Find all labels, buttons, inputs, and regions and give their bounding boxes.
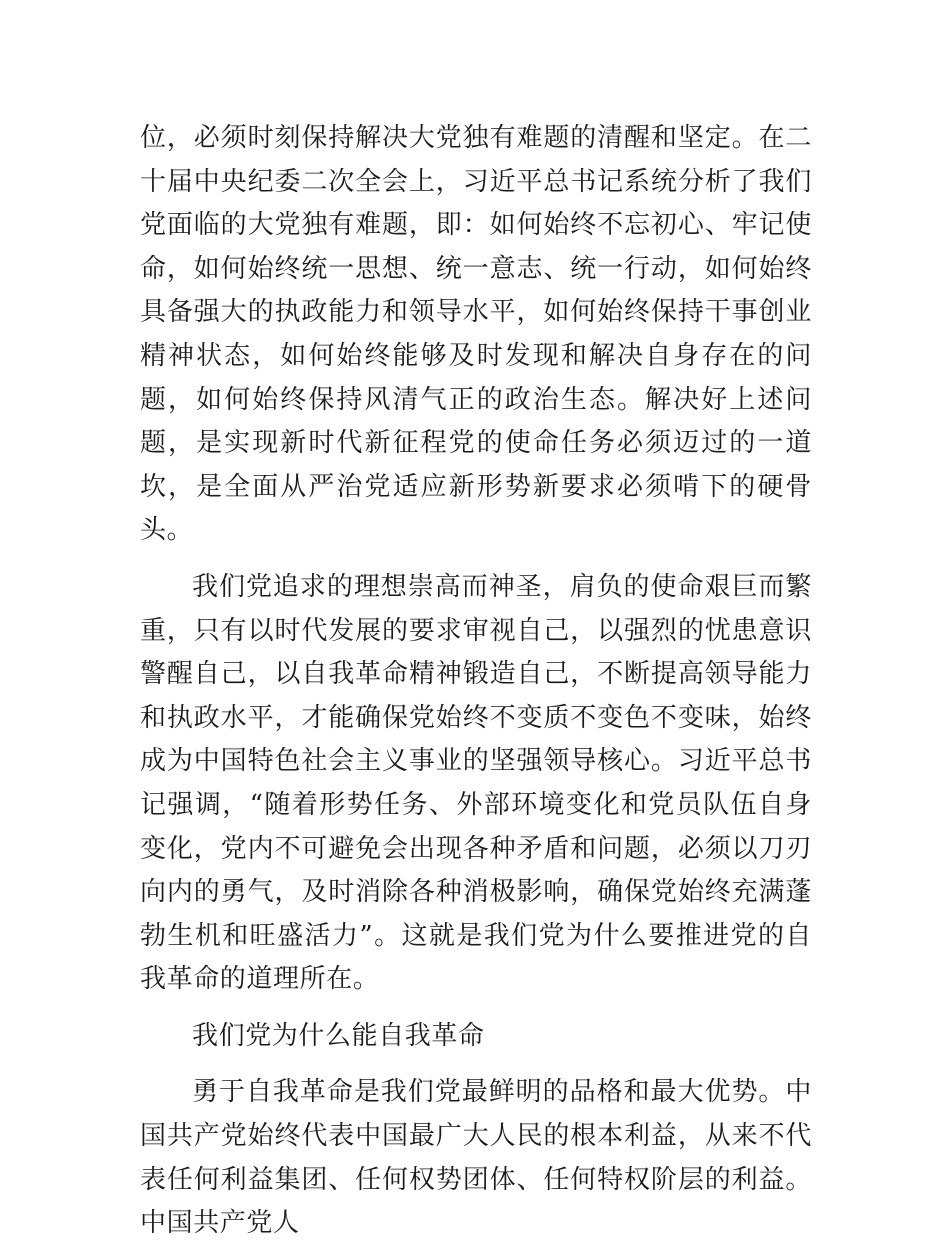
document-body: [140, 117, 812, 1259]
section-heading: 我们党为什么能自我革命: [192, 1020, 485, 1051]
paragraph-party-ideals: 我们党追求的理想崇高而神圣，肩负的使命艰巨而繁重，只有以时代发展的要求审视自己，以强烈的忧患意识警醒自己，以自我革命精神锻造自己，不断提高领导能力和执政水平，才能确保党始终不变质不变色不变味，始终成为中国特色社会主义事业的坚强领导核心。习近平总书记强调，“随着形势任务、外部环境变化和党员队伍自身变化，党内不可避免会出现各种矛盾和问题，必须以刀刃向内的勇气，及时消除各种消极影响，确保党始终充满蓬勃生机和旺盛活力”。这就是我们党为什么要推进党的自我革命的道理所在。: [140, 571, 812, 995]
paragraph-continued: 位，必须时刻保持解决大党独有难题的清醒和坚定。在二十届中央纪委二次全会上，习近平总书记系统分析了我们党面临的大党独有难题，即：如何始终不忘初心、牢记使命，如何始终统一思想、统一意志、统一行动，如何始终具备强大的执政能力和领导水平，如何始终保持干事创业精神状态，如何始终能够及时发现和解决自身存在的问题，如何始终保持风清气正的政治生态。解决好上述问题，是实现新时代新征程党的使命任务必须迈过的一道坎，是全面从严治党适应新形势新要求必须啃下的硬骨头。: [140, 123, 812, 546]
paragraph-self-revolution: 勇于自我革命是我们党最鲜明的品格和最大优势。中国共产党始终代表中国最广大人民的根本利益，从来不代表任何利益集团、任何权势团体、任何特权阶层的利益。中国共产党人: [140, 1077, 812, 1239]
